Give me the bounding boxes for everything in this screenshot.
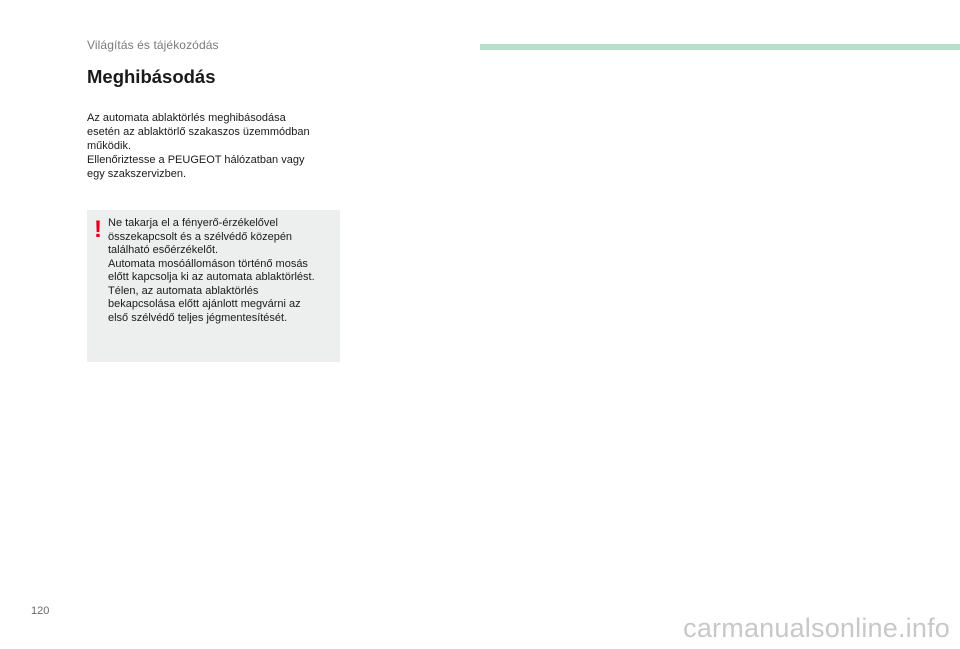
page-number: 120: [31, 605, 50, 617]
body-line: egy szakszervizben.: [87, 168, 187, 180]
warning-box: [87, 210, 340, 362]
header-bar: [480, 44, 960, 50]
warning-line: bekapcsolása előtt ajánlott megvárni az: [108, 298, 301, 310]
body-line: Az automata ablaktörlés meghibásodása: [87, 112, 286, 124]
body-line: működik.: [87, 140, 132, 152]
warning-exclamation-icon: !: [94, 216, 102, 243]
warning-text: [108, 217, 340, 325]
page-title: Meghibásodás: [87, 66, 216, 87]
warning-line: előtt kapcsolja ki az automata ablaktörlést.: [108, 271, 315, 283]
warning-line: található esőérzékelőt.: [108, 244, 219, 256]
warning-line: első szélvédő teljes jégmentesítését.: [108, 311, 288, 324]
warning-line: összekapcsolt és a szélvédő közepén: [108, 230, 293, 243]
watermark: carmanualsonline.info: [683, 613, 950, 643]
section-header: Világítás és tájékozódás: [87, 38, 219, 52]
body-line: esetén az ablaktörlő szakaszos üzemmódban: [87, 126, 310, 138]
body-line: Ellenőriztesse a PEUGEOT hálózatban vagy: [87, 154, 305, 166]
warning-line: Ne takarja el a fényerő-érzékelővel: [108, 217, 278, 229]
warning-line: Automata mosóállomáson történő mosás: [108, 257, 308, 270]
body-text: [87, 111, 347, 181]
warning-line: Télen, az automata ablaktörlés: [108, 284, 259, 297]
